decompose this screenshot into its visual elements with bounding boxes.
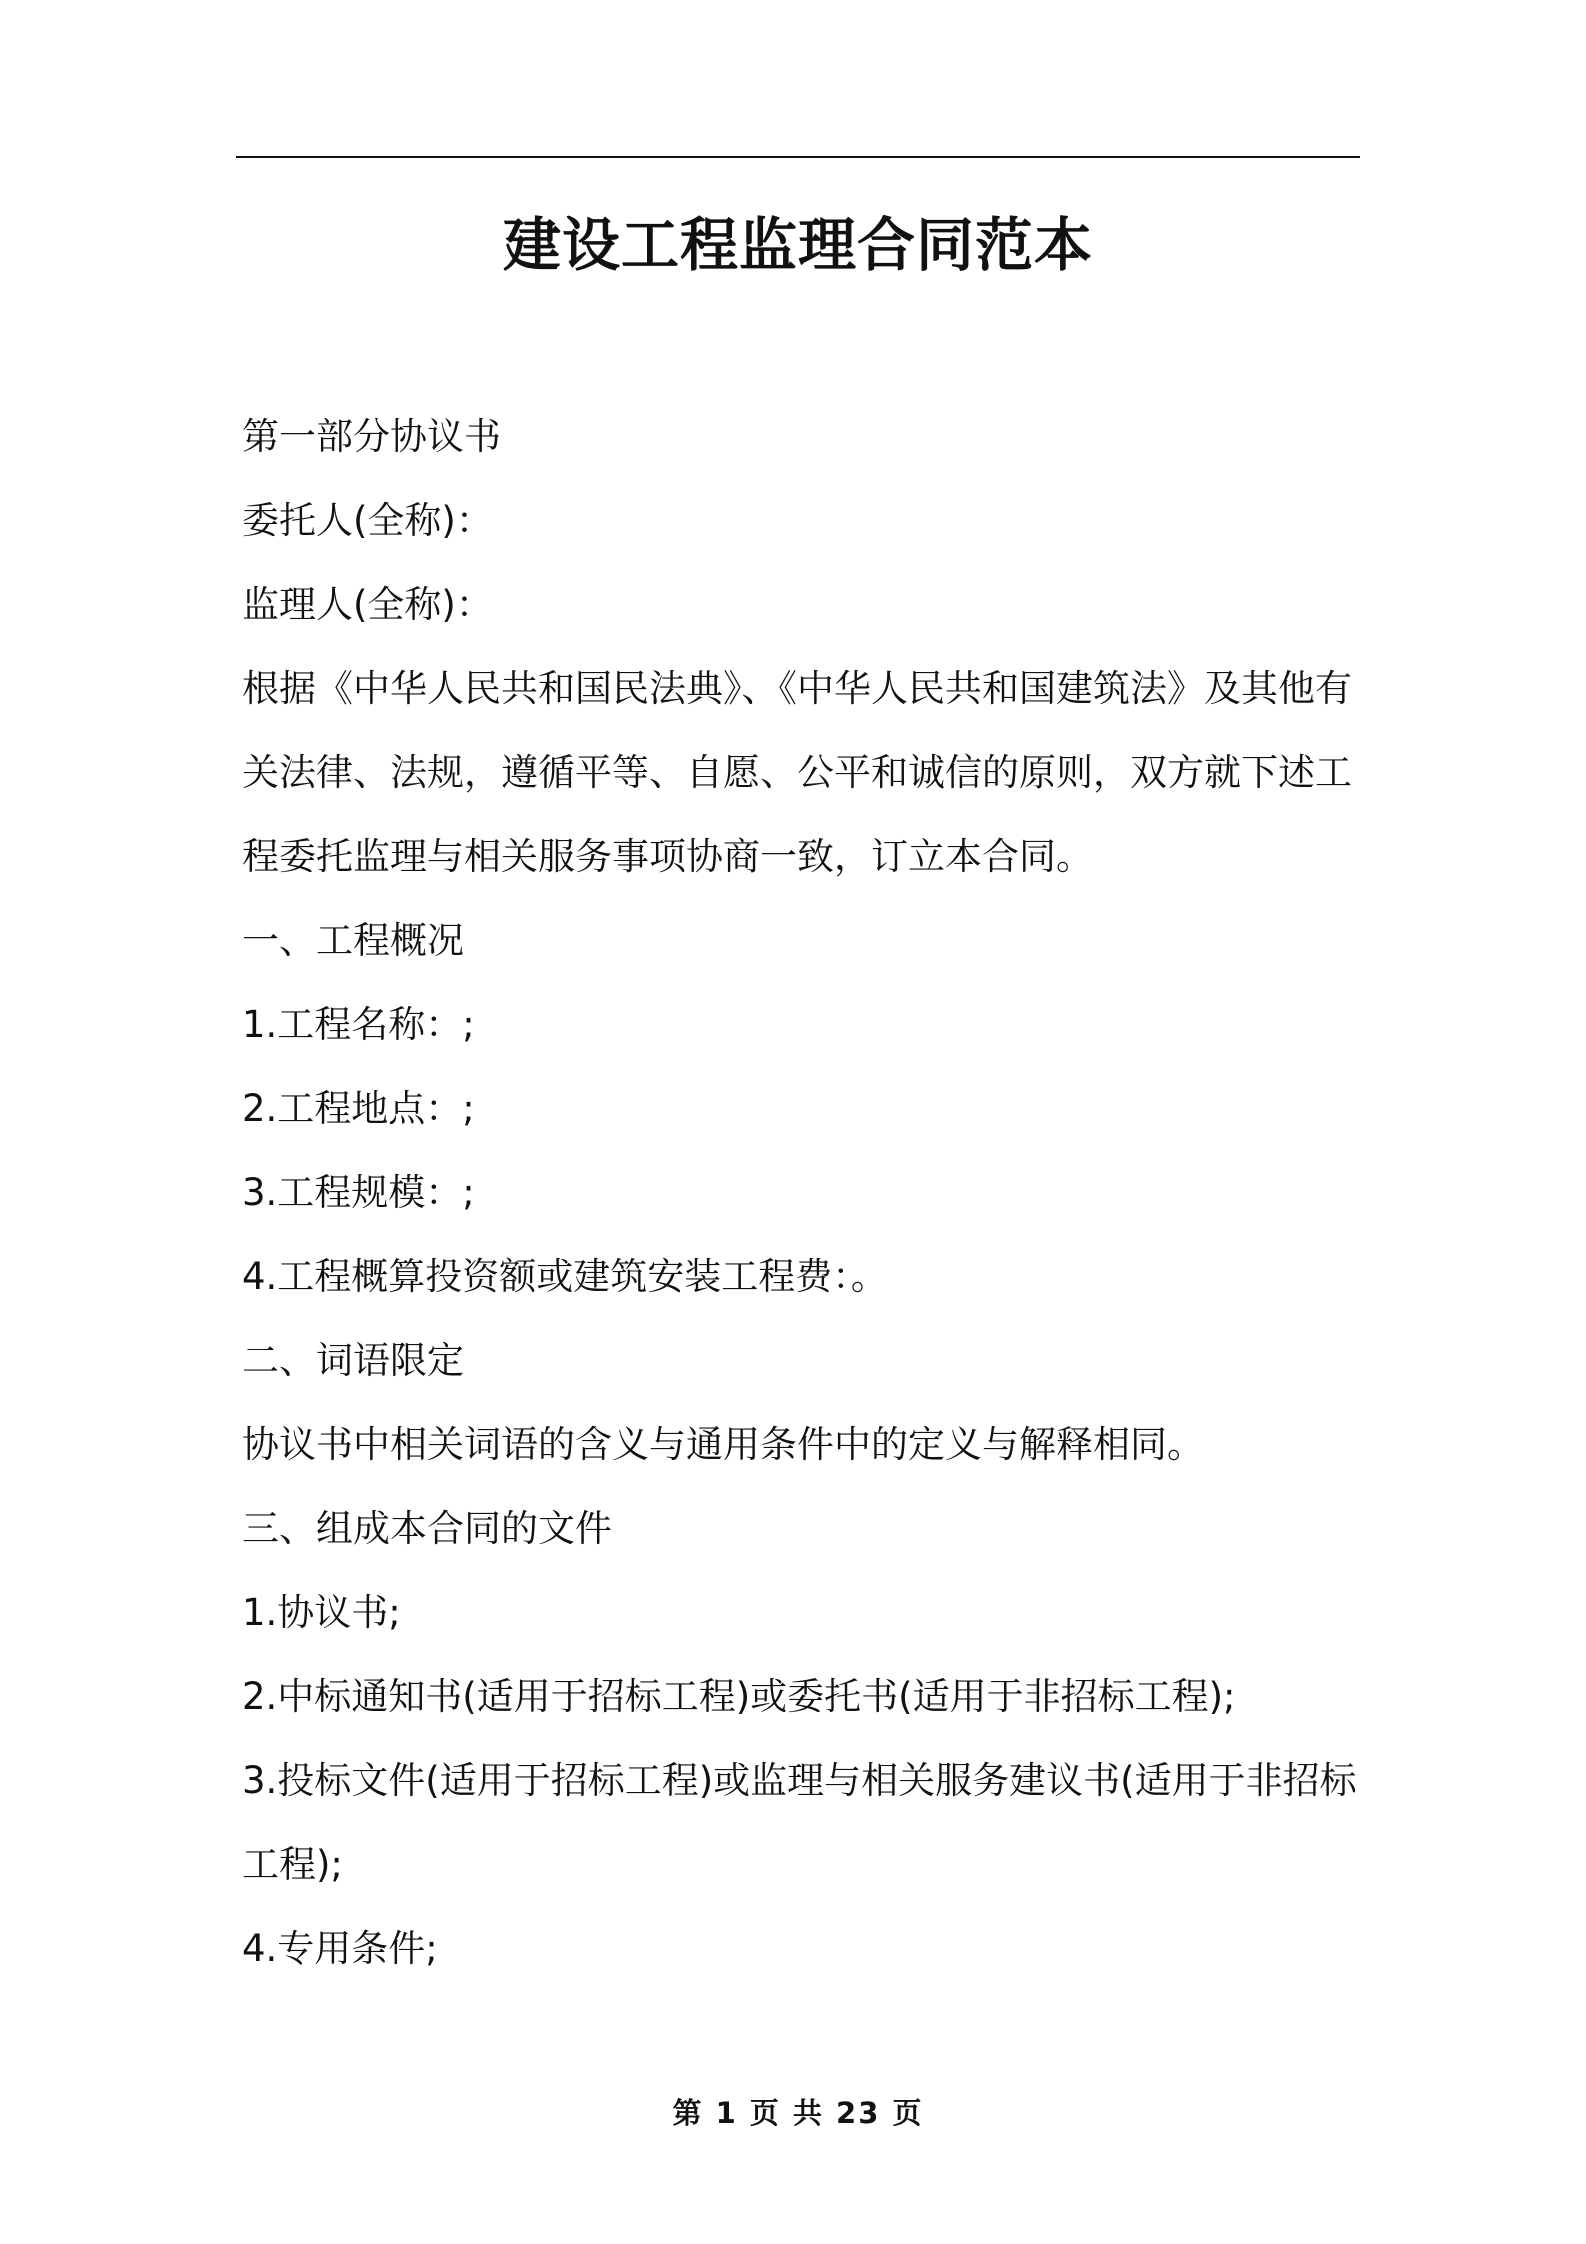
section-heading-project-overview: 一、工程概况 <box>242 919 464 962</box>
section-heading-contract-documents: 三、组成本合同的文件 <box>242 1507 612 1550</box>
document-list-item-1: 1.协议书; <box>242 1591 401 1634</box>
project-name-line: 1.工程名称：; <box>242 1003 475 1046</box>
document-list-item-4: 4.专用条件; <box>242 1927 438 1970</box>
page-number-footer: 第 1 页 共 23 页 <box>672 2096 924 2130</box>
document-list-item-2: 2.中标通知书(适用于招标工程)或委托书(适用于非招标工程); <box>242 1675 1236 1718</box>
header-rule <box>236 156 1360 158</box>
preamble-paragraph: 根据《中华人民共和国民法典》、《中华人民共和国建筑法》及其他有关法律、法规，遵循平等、自愿、公平和诚信的原则，双方就下述工程委托监理与相关服务事项协商一致，订立本合同。 <box>242 667 1352 878</box>
definitions-paragraph: 协议书中相关词语的含义与通用条件中的定义与解释相同。 <box>242 1423 1204 1466</box>
project-location-line: 2.工程地点：; <box>242 1087 475 1130</box>
client-name-line: 委托人(全称)： <box>242 499 493 542</box>
document-body <box>242 395 1362 1991</box>
document-title: 建设工程监理合同范本 <box>502 211 1093 279</box>
project-scale-line: 3.工程规模：; <box>242 1171 475 1214</box>
section-heading-part-one: 第一部分协议书 <box>242 415 501 458</box>
supervisor-name-line: 监理人(全称)： <box>242 583 493 626</box>
document-list-item-3: 3.投标文件(适用于招标工程)或监理与相关服务建议书(适用于非招标工程); <box>242 1759 1357 1886</box>
project-investment-line: 4.工程概算投资额或建筑安装工程费：。 <box>242 1255 888 1298</box>
section-heading-definitions: 二、词语限定 <box>242 1339 464 1382</box>
